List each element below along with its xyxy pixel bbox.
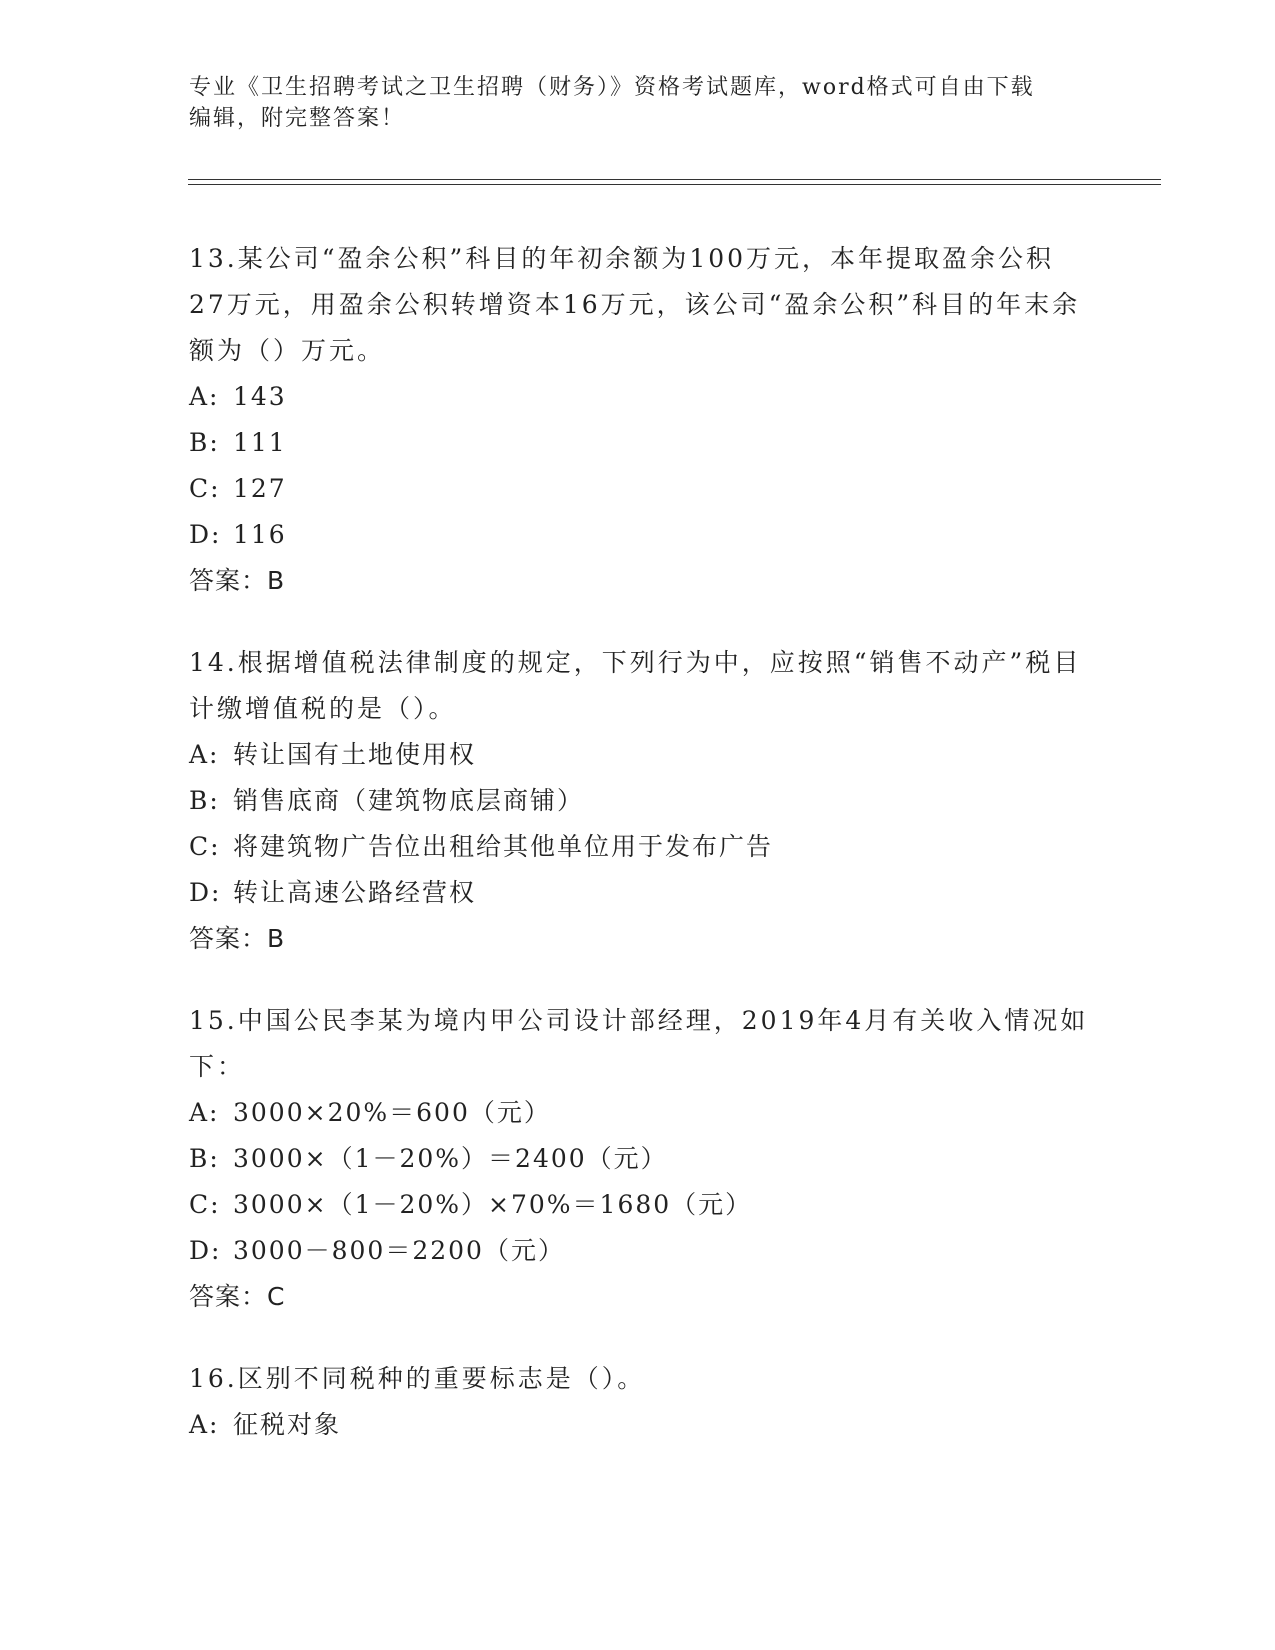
question-15 — [189, 998, 1089, 1320]
option-letter: D: — [189, 520, 222, 549]
option-c — [189, 1182, 1089, 1228]
option-letter: A: — [189, 1410, 220, 1439]
header-line-2: 编辑，附完整答案！ — [189, 106, 406, 131]
option-a — [189, 1402, 1089, 1448]
option-letter: A: — [189, 382, 220, 411]
question-list — [189, 236, 1089, 1484]
header-line-1: 专业《卫生招聘考试之卫生招聘（财务）》资格考试题库，word格式可自由下载 — [189, 75, 1035, 100]
option-text: 销售底商（建筑物底层商铺） — [233, 786, 585, 815]
question-stem: 15.中国公民李某为境内甲公司设计部经理，2019年4月有关收入情况如下： — [189, 1006, 1089, 1081]
option-letter: A: — [189, 740, 220, 769]
answer-line: 答案：B — [189, 566, 286, 595]
option-text: 143 — [233, 382, 287, 411]
answer-line: 答案：C — [189, 1282, 286, 1311]
option-a — [189, 1090, 1089, 1136]
option-text: 转让高速公路经营权 — [233, 878, 477, 907]
option-c — [189, 466, 1089, 512]
option-b — [189, 1136, 1089, 1182]
question-14 — [189, 640, 1089, 962]
option-letter: C: — [189, 1190, 221, 1219]
option-text: 3000×（1－20%）×70%＝1680（元） — [233, 1190, 753, 1219]
option-text: 116 — [233, 520, 287, 549]
header-divider-top — [188, 179, 1161, 180]
option-a — [189, 732, 1089, 778]
option-c — [189, 824, 1089, 870]
option-d — [189, 1228, 1089, 1274]
option-letter: C: — [189, 474, 221, 503]
option-letter: D: — [189, 878, 222, 907]
option-text: 将建筑物广告位出租给其他单位用于发布广告 — [233, 832, 774, 861]
option-letter: C: — [189, 832, 221, 861]
header-divider-bottom — [188, 184, 1161, 185]
document-header — [189, 72, 1069, 134]
question-stem: 14.根据增值税法律制度的规定，下列行为中，应按照“销售不动产”税目计缴增值税的是（）。 — [189, 648, 1082, 723]
option-text: 3000－800＝2200（元） — [233, 1236, 565, 1265]
question-stem: 16.区别不同税种的重要标志是（）。 — [189, 1364, 646, 1393]
question-13 — [189, 236, 1089, 604]
option-letter: B: — [189, 1144, 220, 1173]
option-letter: D: — [189, 1236, 222, 1265]
option-d — [189, 870, 1089, 916]
option-a — [189, 374, 1089, 420]
option-text: 127 — [233, 474, 287, 503]
question-stem: 13.某公司“盈余公积”科目的年初余额为100万元，本年提取盈余公积27万元，用盈余公积转增资本16万元，该公司“盈余公积”科目的年末余额为（）万元。 — [189, 244, 1081, 365]
option-text: 转让国有土地使用权 — [233, 740, 477, 769]
option-d — [189, 512, 1089, 558]
question-16 — [189, 1356, 1089, 1448]
option-text: 征税对象 — [233, 1410, 342, 1439]
option-text: 3000×20%＝600（元） — [233, 1098, 551, 1127]
option-b — [189, 420, 1089, 466]
answer-line: 答案：B — [189, 924, 286, 953]
option-letter: B: — [189, 786, 220, 815]
option-b — [189, 778, 1089, 824]
option-text: 3000×（1－20%）＝2400（元） — [233, 1144, 668, 1173]
option-letter: B: — [189, 428, 220, 457]
option-letter: A: — [189, 1098, 220, 1127]
option-text: 111 — [233, 428, 287, 457]
